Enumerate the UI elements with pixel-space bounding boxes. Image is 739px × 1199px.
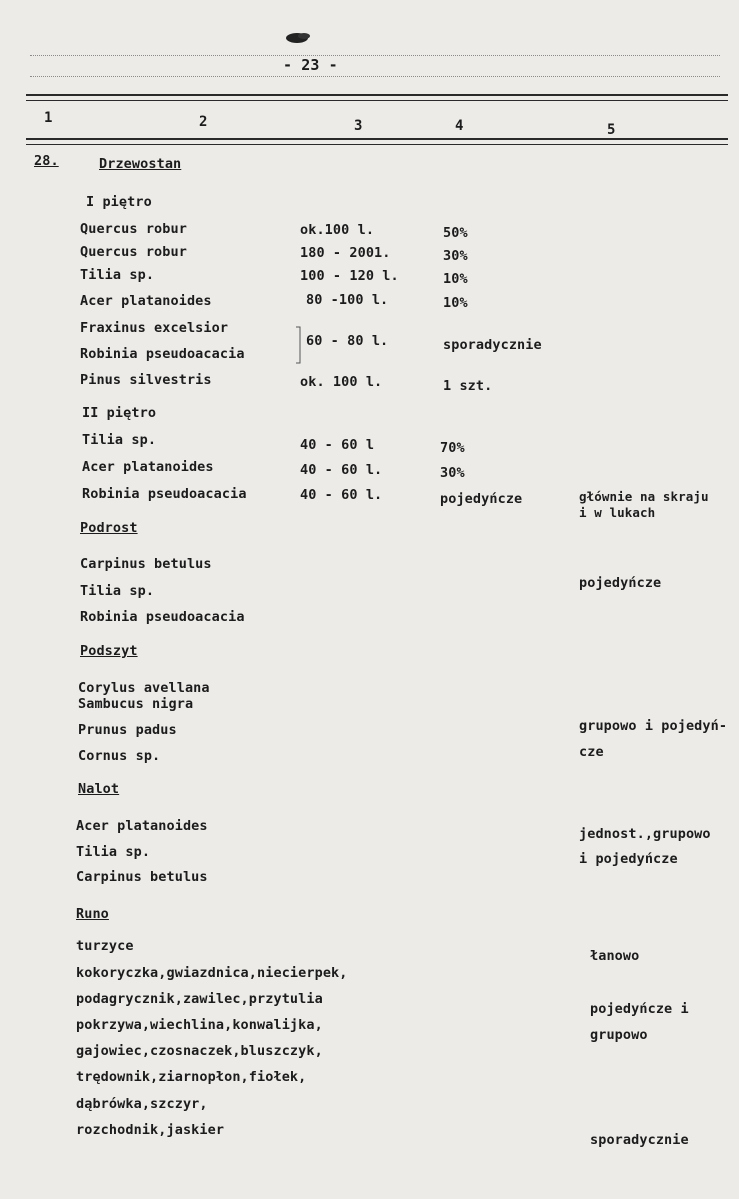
section-title: Drzewostan	[99, 156, 182, 172]
tier1-grouped-age: 60 - 80 l.	[306, 333, 389, 349]
runo-line: dąbrówka,szczyr,	[76, 1096, 208, 1112]
tier1-species: Quercus robur	[80, 221, 187, 237]
column-header-5: 5	[607, 122, 616, 138]
podszyt-note: cze	[579, 744, 604, 760]
runo-heading: Runo	[76, 906, 109, 922]
tier2-age: 40 - 60 l.	[300, 462, 383, 478]
column-header-3: 3	[354, 118, 363, 134]
tier2-age: 40 - 60 l.	[300, 487, 383, 503]
podrost-heading: Podrost	[80, 520, 138, 536]
tier2-species: Robinia pseudoacacia	[82, 486, 247, 502]
tier2-species: Acer platanoides	[82, 459, 214, 475]
tier2-age: 40 - 60 l	[300, 437, 375, 453]
table-top-rule-2	[26, 100, 728, 101]
podszyt-species: Corylus avellana	[78, 680, 210, 696]
podszyt-species: Prunus padus	[78, 722, 177, 738]
tier2-share: pojedyńcze	[440, 491, 523, 507]
dotted-line	[30, 76, 720, 77]
runo-line: podagrycznik,zawilec,przytulia	[76, 991, 323, 1007]
tier1-species: Fraxinus excelsior	[80, 320, 229, 336]
podszyt-heading: Podszyt	[80, 643, 138, 659]
tier2-share: 70%	[440, 440, 465, 456]
podrost-species: Robinia pseudoacacia	[80, 609, 245, 625]
column-header-4: 4	[455, 118, 464, 134]
tier1-heading: I piętro	[86, 194, 152, 210]
tier1-age: 180 - 2001.	[300, 245, 391, 261]
tier1-share: 10%	[443, 295, 468, 311]
page-number: - 23 -	[283, 56, 338, 74]
runo-line: gajowiec,czosnaczek,bluszczyk,	[76, 1043, 323, 1059]
tier1-species: Quercus robur	[80, 244, 187, 260]
runo-note: grupowo	[590, 1027, 648, 1043]
tier2-species: Tilia sp.	[82, 432, 157, 448]
column-header-2: 2	[199, 114, 208, 130]
podszyt-note: grupowo i pojedyń-	[579, 718, 728, 734]
runo-line: trędownik,ziarnopłon,fiołek,	[76, 1069, 307, 1085]
tier2-note: głównie na skraju	[579, 489, 709, 504]
podrost-species: Tilia sp.	[80, 583, 155, 599]
runo-note: sporadycznie	[590, 1132, 689, 1148]
runo-note: łanowo	[590, 948, 640, 964]
header-dotted-line	[30, 55, 720, 56]
column-header-1: 1	[44, 110, 53, 126]
section-number: 28.	[34, 153, 59, 169]
runo-line: rozchodnik,jaskier	[76, 1122, 225, 1138]
tier1-share: 30%	[443, 248, 468, 264]
tier1-share: 50%	[443, 225, 468, 241]
tier2-heading: II piętro	[82, 405, 157, 421]
nalot-species: Carpinus betulus	[76, 869, 208, 885]
tier1-grouped-share: sporadycznie	[443, 337, 542, 353]
table-top-rule	[26, 94, 728, 96]
tier1-species: Robinia pseudoacacia	[80, 346, 245, 362]
tier1-species: Acer platanoides	[80, 293, 212, 309]
nalot-note: i pojedyńcze	[579, 851, 678, 867]
podszyt-species: Cornus sp.	[78, 748, 161, 764]
ink-blot-mark	[282, 30, 312, 46]
nalot-species: Acer platanoides	[76, 818, 208, 834]
table-header-rule	[26, 138, 728, 140]
runo-line: pokrzywa,wiechlina,konwalijka,	[76, 1017, 323, 1033]
nalot-note: jednost.,grupowo	[579, 826, 711, 842]
tier1-species: Tilia sp.	[80, 267, 155, 283]
tier2-note: i w lukach	[579, 505, 656, 520]
tier1-age: ok. 100 l.	[300, 374, 383, 390]
table-header-rule-2	[26, 144, 728, 145]
nalot-species: Tilia sp.	[76, 844, 151, 860]
tier1-age: 80 -100 l.	[306, 292, 389, 308]
runo-line: kokoryczka,gwiazdnica,niecierpek,	[76, 965, 348, 981]
podszyt-species: Sambucus nigra	[78, 696, 194, 712]
podrost-species: Carpinus betulus	[80, 556, 212, 572]
runo-line: turzyce	[76, 938, 134, 954]
tier1-age: ok.100 l.	[300, 222, 375, 238]
tier1-species: Pinus silvestris	[80, 372, 212, 388]
runo-note: pojedyńcze i	[590, 1001, 689, 1017]
tier1-share: 1 szt.	[443, 378, 493, 394]
grouping-brace	[295, 325, 303, 365]
nalot-heading: Nalot	[78, 781, 120, 797]
tier1-age: 100 - 120 l.	[300, 268, 399, 284]
tier1-share: 10%	[443, 271, 468, 287]
tier2-share: 30%	[440, 465, 465, 481]
podrost-note: pojedyńcze	[579, 575, 662, 591]
